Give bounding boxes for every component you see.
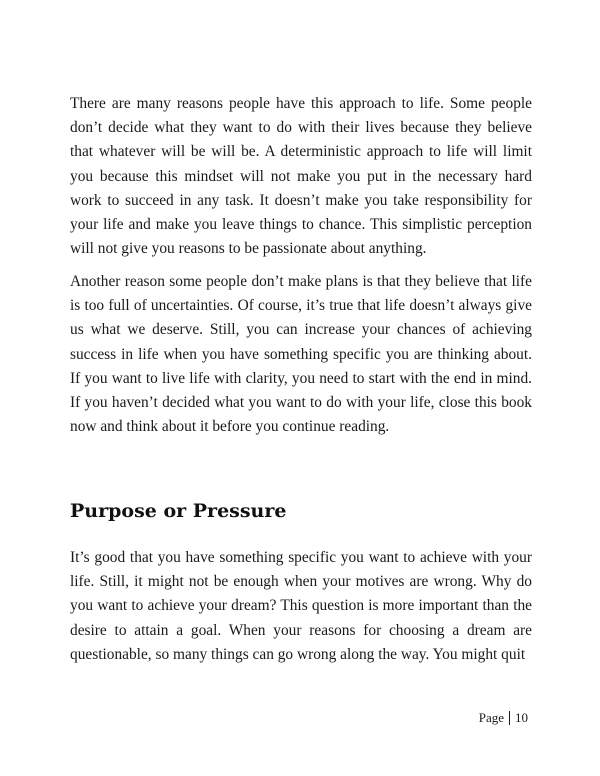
page-footer [479,710,528,726]
section-paragraph: It’s good that you have something specific you want to achieve with your life. Still, it might not be enough when your motives are wrong. Why do you want to achieve your dream? This question is more important than the desire to attain a goal. When your reasons for choosing a dream are questionable, so many things can go wrong along the way. You might quit [70,549,532,663]
footer-divider [509,711,510,725]
page-number: 10 [515,710,528,725]
page-label: Page [478,710,504,725]
body-paragraph-2: Another reason some people don’t make plans is that they believe that life is too full of uncertainties. Of course, it’s true that life doesn’t always give us what we deserve. Still, you can increase your chances of achieving success in life when you have something specific you are thinking about. If you want to live life with clarity, you need to start with the end in mind. If you haven’t decided what you want to do with your life, close this book now and think about it before you continue reading. [70,273,532,436]
body-paragraph-1: There are many reasons people have this approach to life. Some people don’t decide what they want to do with their lives because they believe that whatever will be will be. A deterministic approach to life will limit you because this mindset will not make you put in the necessary hard work to succeed in any task. It doesn’t make you take responsibility for your life and make you leave things to chance. This simplistic perception will not give you reasons to be passionate about anything. [70,95,532,258]
section-heading: Purpose or Pressure [70,500,287,522]
